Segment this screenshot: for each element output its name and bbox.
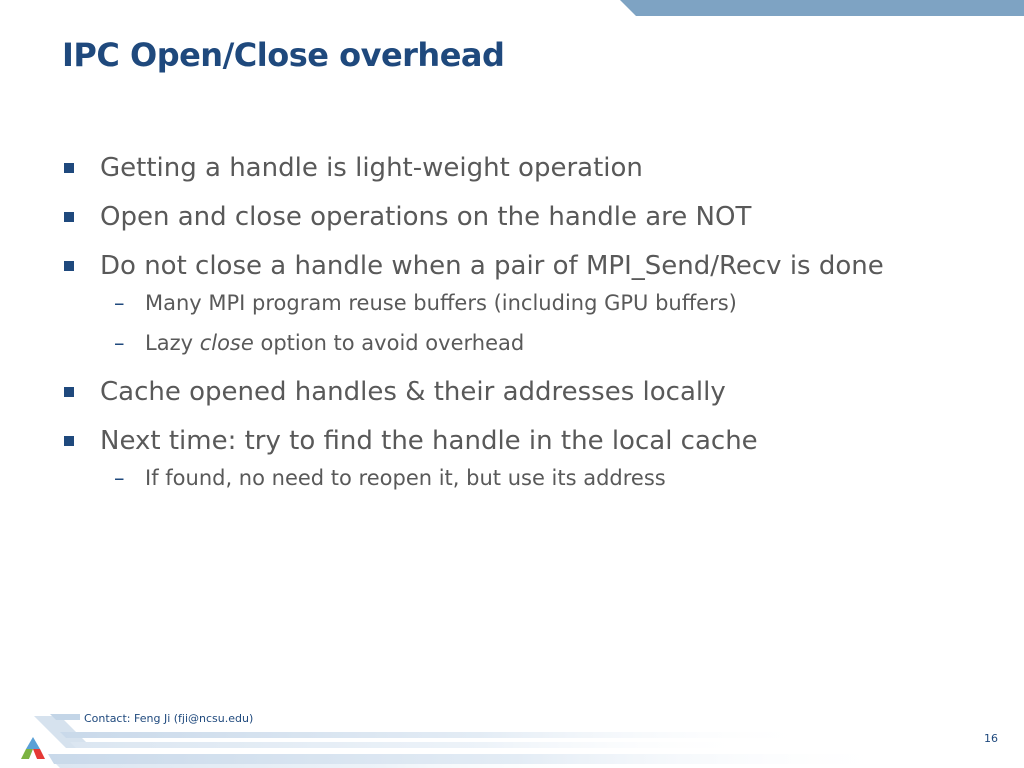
square-bullet-icon [64,163,74,173]
bullet-list [64,150,994,504]
bullet-text: Do not close a handle when a pair of MPI_Send/Recv is done [100,251,884,281]
footer-contact: Contact: Feng Ji (fji@ncsu.edu) [84,712,254,725]
page-number: 16 [984,732,998,745]
bullet-text: Cache opened handles & their addresses locally [100,377,726,407]
dash-marker: – [114,466,125,490]
bullet-item [64,248,994,284]
dash-marker: – [114,331,125,355]
square-bullet-icon [64,436,74,446]
sub-bullet-item [64,289,994,317]
bullet-item [64,150,994,186]
sub-bullet-text-prefix: Lazy [145,331,200,355]
top-accent-bar [0,0,1024,16]
bullet-item [64,374,994,410]
bullet-text: Open and close operations on the handle are NOT [100,202,752,232]
square-bullet-icon [64,261,74,271]
bullet-item [64,423,994,459]
dash-marker: – [114,291,125,315]
square-bullet-icon [64,212,74,222]
sub-bullet-text: If found, no need to reopen it, but use its address [145,466,666,490]
sub-bullet-text-suffix: option to avoid overhead [253,331,525,355]
square-bullet-icon [64,387,74,397]
slide-title: IPC Open/Close overhead [62,36,505,74]
bullet-item [64,199,994,235]
bullet-text: Next time: try to find the handle in the local cache [100,426,758,456]
bullet-text: Getting a handle is light-weight operation [100,153,643,183]
sub-bullet-text: Many MPI program reuse buffers (including GPU buffers) [145,291,737,315]
sub-bullet-emphasis: close [199,331,254,355]
tri-color-triangle-logo-icon [20,736,46,760]
sub-bullet-item [64,464,994,492]
sub-bullet-item [64,329,994,357]
